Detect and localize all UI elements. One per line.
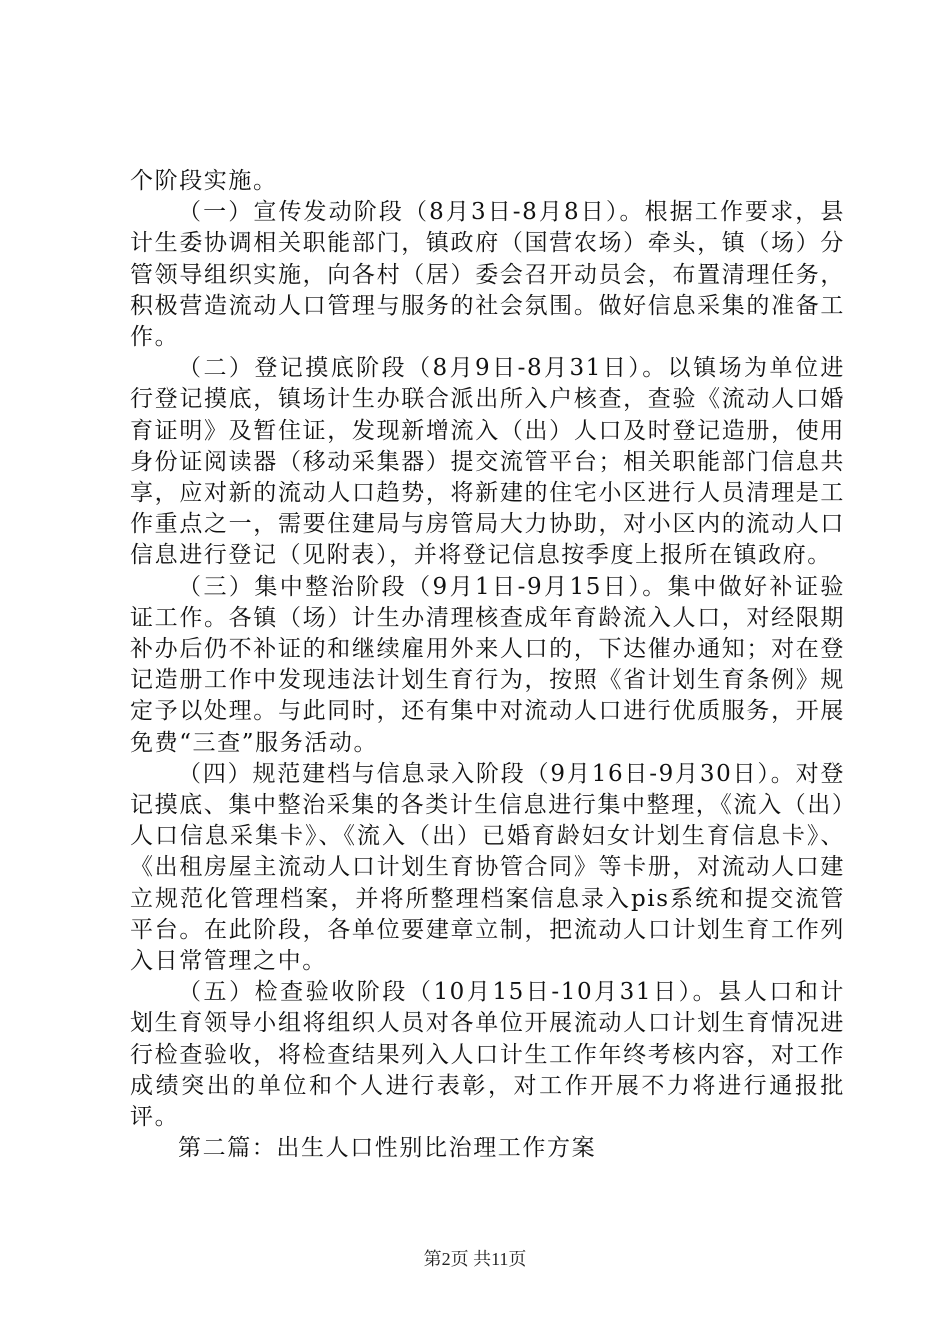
paragraph-stage-1: （一）宣传发动阶段（8月3日-8月8日）。根据工作要求，县计生委协调相关职能部门，镇政府（国营农场）牵头，镇（场）分管领导组织实施，向各村（居）委会召开动员会，布置清理任务，积极营造流动人口管理与服务的社会氛围。做好信息采集的准备工作。 xyxy=(130,199,845,351)
paragraph-stage-3: （三）集中整治阶段（9月1日-9月15日）。集中做好补证验证工作。各镇（场）计生办清理核查成年育龄流入人口，对经限期补办后仍不补证的和继续雇用外来人口的，下达催办通知；对在登记造册工作中发现违法计划生育行为，按照《省计划生育条例》规定予以处理。与此同时，还有集中对流动人口进行优质服务，开展免费“三查”服务活动。 xyxy=(130,573,845,756)
paragraph-stage-5: （五）检查验收阶段（10月15日-10月31日）。县人口和计划生育领导小组将组织人员对各单位开展流动人口计划生育情况进行检查验收，将检查结果列入人口计生工作年终考核内容，对工作成绩突出的单位和个人进行表彰，对工作开展不力将进行通报批评。 xyxy=(130,979,845,1131)
section-title: 第二篇：出生人口性别比治理工作方案 xyxy=(178,1135,597,1162)
document-body xyxy=(130,166,845,1165)
paragraph-stage-2: （二）登记摸底阶段（8月9日-8月31日）。以镇场为单位进行登记摸底，镇场计生办联合派出所入户核查，查验《流动人口婚育证明》及暂住证，发现新增流入（出）人口及时登记造册，使用身份证阅读器（移动采集器）提交流管平台；相关职能部门信息共享，应对新的流动人口趋势，将新建的住宅小区进行人员清理是工作重点之一，需要住建局与房管局大力协助，对小区内的流动人口信息进行登记（见附表），并将登记信息按季度上报所在镇政府。 xyxy=(130,355,845,569)
paragraph-continuation: 个阶段实施。 xyxy=(130,168,278,194)
paragraph-stage-4: （四）规范建档与信息录入阶段（9月16日-9月30日）。对登记摸底、集中整治采集的各类计生信息进行集中整理，《流入（出）人口信息采集卡》、《流入（出）已婚育龄妇女计划生育信息卡》、《出租房屋主流动人口计划生育协管合同》等卡册，对流动人口建立规范化管理档案，并将所整理档案信息录入pis系统和提交流管平台。在此阶段，各单位要建章立制，把流动人口计划生育工作列入日常管理之中。 xyxy=(130,760,845,975)
page-footer: 第2页 共11页 xyxy=(423,1249,527,1269)
